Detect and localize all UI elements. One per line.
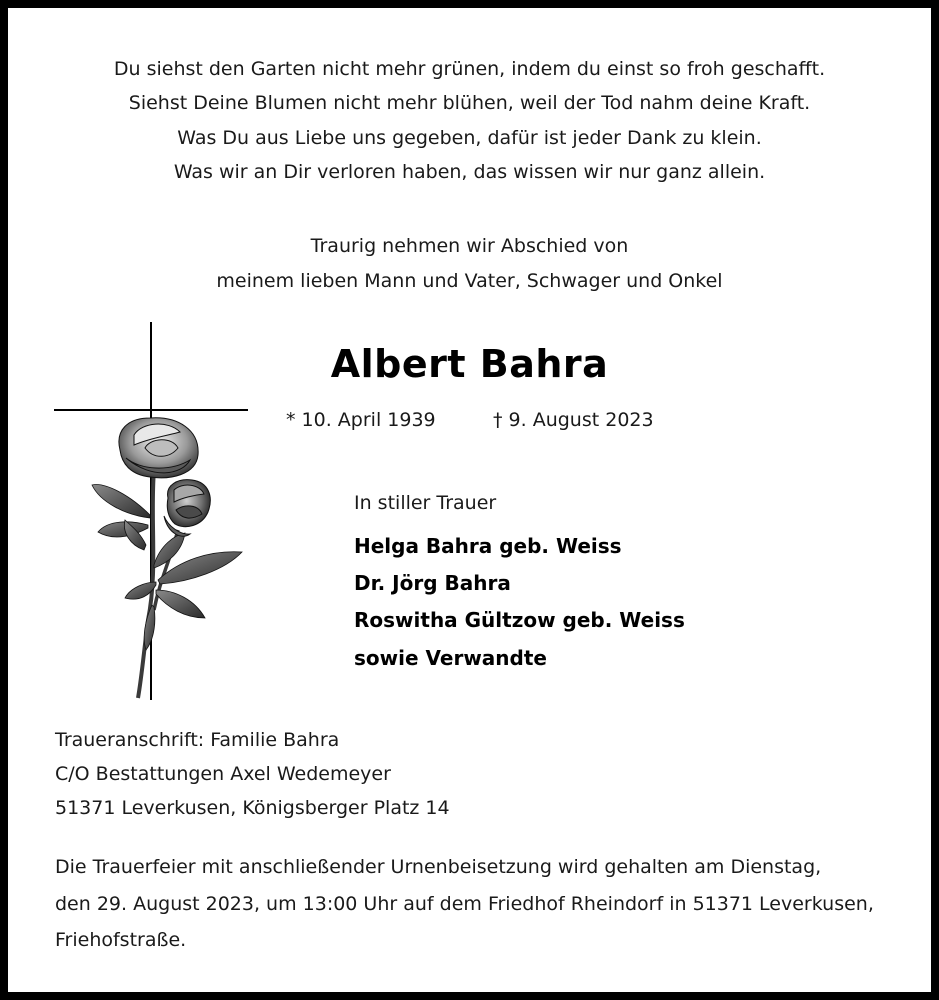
ceremony-line-2: den 29. August 2023, um 13:00 Uhr auf dem Friedhof Rheindorf in 51371 Leverkusen, [55, 893, 874, 915]
poem-line-3: Was Du aus Liebe uns gegeben, dafür ist jeder Dank zu klein. [177, 127, 762, 149]
deceased-name: Albert Bahra [330, 342, 609, 386]
address-line-3: 51371 Leverkusen, Königsberger Platz 14 [55, 797, 450, 819]
ceremony-line-1: Die Trauerfeier mit anschließender Urnenbeisetzung wird gehalten am Dienstag, [55, 856, 822, 878]
intro-line-1: Traurig nehmen wir Abschied von [310, 235, 629, 257]
poem-line-1: Du siehst den Garten nicht mehr grünen, indem du einst so froh geschafft. [113, 58, 826, 80]
mourners-heading: In stiller Trauer [354, 492, 497, 514]
intro-line-2: meinem lieben Mann und Vater, Schwager und Onkel [216, 270, 723, 292]
ceremony-line-3: Friehofstraße. [55, 929, 187, 951]
poem-line-2: Siehst Deine Blumen nicht mehr blühen, weil der Tod nahm deine Kraft. [128, 92, 811, 114]
mourner-name-3: Roswitha Gültzow geb. Weiss [354, 608, 685, 632]
address-line-2: C/O Bestattungen Axel Wedemeyer [55, 763, 391, 785]
poem-line-4: Was wir an Dir verloren haben, das wissen wir nur ganz allein. [173, 161, 766, 183]
mourner-name-1: Helga Bahra geb. Weiss [354, 534, 622, 558]
mourner-name-4: sowie Verwandte [354, 646, 547, 670]
address-line-1: Traueranschrift: Familie Bahra [55, 729, 340, 751]
birth-date: * 10. April 1939 [286, 409, 436, 431]
mourner-name-2: Dr. Jörg Bahra [354, 571, 511, 595]
death-date: † 9. August 2023 [493, 409, 654, 431]
